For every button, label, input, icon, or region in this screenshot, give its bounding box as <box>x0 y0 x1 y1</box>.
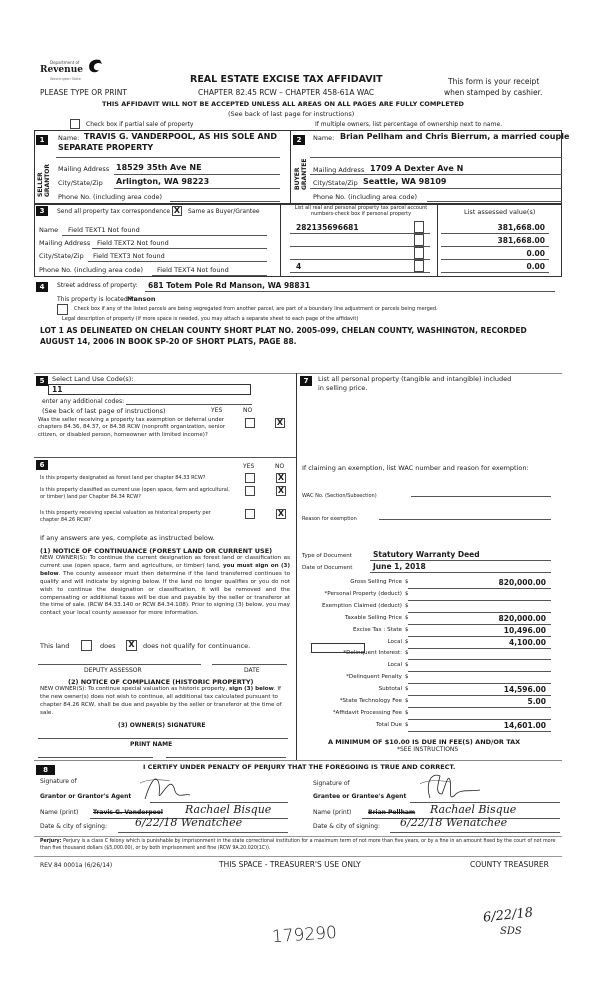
assessed-header: List assessed value(s) <box>464 208 536 216</box>
notice-compliance-text-a: NEW OWNER(S): To continue special valuation as historic property, <box>40 686 228 692</box>
rule <box>34 836 562 837</box>
currency-symbol: $ <box>405 674 409 681</box>
rule <box>145 291 555 292</box>
divider <box>437 204 438 277</box>
legal-description-label: Legal description of property (if more space is needed, you may attach a separate sheet to each page of the affidavit) <box>62 316 359 322</box>
s3-phone-label: Phone No. (including area code) <box>39 266 144 274</box>
rule <box>310 188 562 189</box>
exemption-claim-label: If claiming an exemption, list WAC number and reason for exemption: <box>302 464 529 472</box>
logo-state-text: Washington State <box>50 77 81 81</box>
reason-label: Reason for exemption <box>302 516 357 522</box>
grantee-agent-label: Grantee or Grantee's Agent <box>313 793 407 800</box>
see-back-note: (See back of last page for instructions) <box>228 110 355 118</box>
doc-date-value[interactable]: June 1, 2018 <box>373 562 426 571</box>
seller-city-label: City/State/Zip <box>58 179 103 187</box>
assessed-value-1[interactable]: 381,668.00 <box>497 223 545 232</box>
fee-row-line <box>408 695 551 696</box>
parcel-number-1[interactable]: 282135696681 <box>296 223 359 232</box>
rule <box>62 235 267 236</box>
grantor-handwritten-date-city[interactable]: 6/22/18 Wenatchee <box>135 816 243 829</box>
personal-property-label: List all personal property (tangible and intangible) included in selling price. <box>318 375 512 392</box>
rule <box>290 233 430 234</box>
seller-mailing-label: Mailing Address <box>58 165 110 173</box>
segregated-label: Check box if any of the listed parcels are being segregated from another parcel, are part of a boundary line adjustment or parcels being merged. <box>74 306 438 312</box>
please-type: PLEASE TYPE OR PRINT <box>40 88 127 97</box>
divider <box>290 130 291 204</box>
doc-type-value[interactable]: Statutory Warranty Deed <box>373 550 480 559</box>
fee-row-label: Local <box>387 662 402 669</box>
notice-compliance-body <box>40 686 290 718</box>
parcel-header: List all real and personal property tax parcel account numbers-check box if personal property <box>294 205 428 217</box>
fee-row-line <box>408 671 551 672</box>
seller-mailing-value[interactable]: 18529 35th Ave NE <box>116 163 202 172</box>
handwritten-stamp-date: 6/22/18 <box>482 905 534 926</box>
same-as-buyer-checkbox[interactable]: X <box>173 206 181 215</box>
divider <box>280 204 281 277</box>
deputy-assessor-label: DEPUTY ASSESSOR <box>84 667 142 674</box>
personal-property-checkbox-4[interactable] <box>414 260 424 272</box>
additional-codes-label: enter any additional codes: <box>42 398 125 405</box>
if-yes-instruction: If any answers are yes, complete as instructed below. <box>40 534 215 542</box>
buyer-phone-field[interactable] <box>427 201 562 202</box>
rule <box>152 275 267 276</box>
s3-name-value[interactable]: Field TEXT1 Not found <box>68 226 140 234</box>
notice-continuance-bold: you must sign on (3) below <box>40 562 291 577</box>
handwritten-receipt-number: 179290 <box>271 922 338 948</box>
fee-row-line <box>408 719 551 720</box>
exemption-no-checkbox[interactable]: X <box>276 418 284 427</box>
chapter-ref: CHAPTER 82.45 RCW – CHAPTER 458-61A WAC <box>198 88 375 97</box>
assessed-value-3[interactable]: 0.00 <box>526 249 545 258</box>
grantee-signature[interactable] <box>420 770 530 802</box>
grantee-printed-name[interactable]: Brian Pellham <box>368 809 416 816</box>
forest-land-yes-checkbox[interactable] <box>245 473 255 483</box>
does-qualify-checkbox[interactable] <box>81 640 92 651</box>
handwritten-initials: SDS <box>500 926 522 937</box>
grantee-name-label: Name (print) <box>313 809 352 816</box>
rule <box>290 246 430 247</box>
rule <box>92 248 267 249</box>
owner-signature-line[interactable] <box>38 738 288 739</box>
fee-row-label: Exemption Claimed (deduct) <box>322 602 402 609</box>
reason-field[interactable] <box>379 519 551 520</box>
seller-name-label: Name: <box>58 134 80 142</box>
seller-city-value[interactable]: Arlington, WA 98223 <box>116 177 210 186</box>
currency-symbol: $ <box>405 709 409 716</box>
rule <box>441 272 549 273</box>
buyer-name-label: Name: <box>313 134 335 142</box>
perjury-label: Perjury: <box>40 839 62 844</box>
same-as-buyer-label: Same as Buyer/Grantee <box>188 208 260 215</box>
currency-symbol: $ <box>405 626 409 633</box>
grantor-date-city-label: Date & city of signing: <box>40 823 108 830</box>
fee-row-label: *Delinquent Penalty <box>346 674 402 681</box>
buyer-mailing-label: Mailing Address <box>313 166 365 174</box>
grantor-signature[interactable] <box>140 773 240 803</box>
rule <box>34 760 562 761</box>
forest-land-no-checkbox[interactable]: X <box>277 473 285 482</box>
fee-row-value[interactable]: 5.00 <box>527 697 546 706</box>
rule <box>114 188 280 189</box>
section-4-badge: 4 <box>36 282 48 292</box>
county-treasurer-label: COUNTY TREASURER <box>470 860 549 869</box>
rule <box>441 233 549 234</box>
s3-mailing-label: Mailing Address <box>39 239 91 247</box>
assessor-date-line[interactable] <box>212 664 287 665</box>
fee-row-line <box>408 659 551 660</box>
partial-sale-label: Check box if partial sale of property <box>86 121 194 128</box>
fee-row-label: *Affidavit Processing Fee <box>332 709 402 716</box>
notice-continuance-body <box>40 555 290 618</box>
historic-question: Is this property receiving special valuation as historical property per chapter 84.26 RCW? <box>40 510 211 523</box>
grantor-name-label: Name (print) <box>40 809 79 816</box>
does-not-qualify-checkbox[interactable]: X <box>126 640 137 651</box>
perjury-text: Perjury is a class C felony which is punishable by imprisonment in the state correctional institution for a maximum term of not more than five years, or by a fine in an amount fixed by the court of not more than five thousand dollars ($5,000.00), or by both imprisonment and fine (RCW 9A.20.020(1C)). <box>40 839 556 851</box>
notice-continuance-text-a: NEW OWNER(S): To continue the current designation as forest land or classification as current use (open space, farm and agriculture, or timber) land, <box>40 555 290 569</box>
currency-symbol: $ <box>405 686 409 693</box>
buyer-city-label: City/State/Zip <box>313 179 358 187</box>
partial-sale-checkbox[interactable] <box>70 119 80 129</box>
notice-compliance-bold: sign (3) below <box>228 686 274 692</box>
rule <box>34 373 562 374</box>
rule <box>390 832 560 833</box>
local-tax-code-box[interactable] <box>311 643 365 653</box>
grantor-label: GRANTOR <box>44 163 51 197</box>
buyer-city-value[interactable]: Seattle, WA 98109 <box>363 177 447 186</box>
send-correspondence-label: Send all property tax correspondence <box>57 208 171 215</box>
warning-banner: THIS AFFIDAVIT WILL NOT BE ACCEPTED UNLESS ALL AREAS ON ALL PAGES ARE FULLY COMPLETED <box>102 100 464 108</box>
land-use-code-field[interactable] <box>48 384 251 395</box>
receipt-note-2: when stamped by cashier. <box>444 88 543 97</box>
fee-row-line <box>408 588 551 589</box>
land-use-label: Select Land Use Code(s): <box>52 375 134 383</box>
fee-row-value[interactable]: 14,596.00 <box>503 685 546 695</box>
fee-row-label: Gross Selling Price <box>350 579 402 585</box>
legal-description-line2[interactable]: AUGUST 14, 2006 IN BOOK SP-20 OF SHORT PLATS, PAGE 88. <box>40 337 297 346</box>
wac-field[interactable] <box>411 496 551 497</box>
current-use-yes-checkbox[interactable] <box>245 486 255 496</box>
form-title: REAL ESTATE EXCISE TAX AFFIDAVIT <box>190 74 383 85</box>
additional-codes-field[interactable] <box>126 404 252 405</box>
fee-row-label: Excise Tax : State <box>353 626 402 633</box>
buyer-name-value[interactable]: Brian Pellham and Chris Bierrum, a married couple <box>340 132 570 141</box>
section-8-badge: 8 <box>36 765 55 775</box>
personal-property-checkbox-1[interactable] <box>414 221 424 233</box>
fee-row-label: *Delinquent Interest: <box>343 650 402 657</box>
rule <box>88 261 267 262</box>
fee-row-line <box>408 600 551 601</box>
fee-row-label: Total Due <box>375 721 402 728</box>
personal-property-checkbox-2[interactable] <box>414 234 424 246</box>
exemption-yes-checkbox[interactable] <box>245 418 255 428</box>
does-label: does <box>100 642 116 650</box>
section-1-badge: 1 <box>36 135 48 145</box>
s6-no-header: NO <box>275 463 285 470</box>
fee-row-value[interactable]: 820,000.00 <box>498 613 546 623</box>
deputy-assessor-signature-line[interactable] <box>38 664 201 665</box>
seller-name-line1[interactable]: TRAVIS G. VANDERPOOL, AS HIS SOLE AND <box>84 132 277 141</box>
fee-row-line <box>408 624 551 625</box>
notice-compliance-title: (2) NOTICE OF COMPLIANCE (HISTORIC PROPERTY) <box>68 678 254 686</box>
rule <box>441 246 549 247</box>
currency-symbol: $ <box>405 614 409 621</box>
rule <box>34 856 562 857</box>
notice-continuance-title: (1) NOTICE OF CONTINUANCE (FOREST LAND OR CURRENT USE) <box>40 547 273 555</box>
print-name-line-1[interactable] <box>38 757 153 758</box>
certify-statement: I CERTIFY UNDER PENALTY OF PERJURY THAT THE FOREGOING IS TRUE AND CORRECT. <box>143 763 456 771</box>
currency-symbol: $ <box>405 698 409 704</box>
revenue-logo <box>40 55 110 85</box>
land-use-code-value: 11 <box>52 385 63 394</box>
rule <box>310 157 562 158</box>
currency-symbol: $ <box>405 721 409 728</box>
fee-row-line <box>408 707 551 708</box>
buyer-phone-label: Phone No. (including area code) <box>313 193 418 201</box>
doc-type-label: Type of Document <box>302 553 352 559</box>
currency-symbol: $ <box>405 638 409 645</box>
print-name-label: PRINT NAME <box>130 741 173 748</box>
this-land-label: This land <box>40 642 70 650</box>
currency-symbol: $ <box>405 650 409 657</box>
doc-date-label: Date of Document <box>302 565 353 571</box>
fee-row-line <box>408 648 551 649</box>
seller-name-line2[interactable]: SEPARATE PROPERTY <box>58 143 154 152</box>
s3-city-value[interactable]: Field TEXT3 Not found <box>93 252 165 260</box>
fee-row-line <box>408 612 551 613</box>
see-instructions-note: *SEE INSTRUCTIONS <box>397 746 459 753</box>
parcel-number-4[interactable]: 4 <box>296 262 302 271</box>
logo-dept-text: Department of <box>50 60 80 65</box>
rule <box>290 272 430 273</box>
street-address-value[interactable]: 681 Totem Pole Rd Manson, WA 98831 <box>148 281 311 290</box>
perjury-notice <box>40 839 560 852</box>
legal-description-line1[interactable]: LOT 1 AS DELINEATED ON CHELAN COUNTY SHORT PLAT NO. 2005-099, CHELAN COUNTY, WASHINGTON, RECORDED <box>40 326 527 335</box>
s3-phone-value[interactable]: Field TEXT4 Not found <box>157 266 229 274</box>
assessed-value-4[interactable]: 0.00 <box>526 262 545 271</box>
rule <box>114 174 280 175</box>
historic-no-checkbox[interactable]: X <box>277 509 285 518</box>
rule <box>370 560 551 561</box>
grantee-date-city-label: Date & city of signing: <box>313 823 381 830</box>
currency-symbol: $ <box>405 579 409 585</box>
personal-property-checkbox-3[interactable] <box>414 247 424 259</box>
assessed-value-2[interactable]: 381,668.00 <box>497 236 545 245</box>
section-6-badge: 6 <box>36 460 48 470</box>
current-use-no-checkbox[interactable]: X <box>277 486 285 495</box>
rule <box>441 259 549 260</box>
rule <box>56 157 280 158</box>
fee-row-value[interactable]: 820,000.00 <box>498 578 546 587</box>
grantor-printed-name[interactable]: Travis G. Vanderpool <box>93 809 163 816</box>
currency-symbol: $ <box>405 662 409 669</box>
grantor-agent-label: Grantor or Grantor's Agent <box>40 793 132 800</box>
located-in-label: This property is located in <box>57 296 136 303</box>
street-address-label: Street address of property: <box>57 282 138 289</box>
rule <box>370 572 551 573</box>
section-3-badge: 3 <box>36 206 48 216</box>
grantee-handwritten-date-city[interactable]: 6/22/18 Wenatchee <box>400 816 508 829</box>
fee-row-line <box>408 636 551 637</box>
grantor-handwritten-name[interactable]: Rachael Bisque <box>185 803 272 816</box>
does-not-label: does not qualify for continuance. <box>143 642 251 650</box>
see-back-instructions: (See back of last page of instructions) <box>42 407 166 415</box>
rule <box>290 259 430 260</box>
fee-row-label: *Personal Property (deduct) <box>324 590 402 597</box>
buyer-mailing-value[interactable]: 1709 A Dexter Ave N <box>370 164 464 173</box>
date-label: DATE <box>244 667 260 674</box>
fee-row-value[interactable]: 10,496.00 <box>503 625 546 635</box>
minimum-due-notice: A MINIMUM OF $10.00 IS DUE IN FEE(S) AND/OR TAX <box>328 738 521 746</box>
currency-symbol: $ <box>405 590 409 597</box>
fee-row-label: *State Technology Fee <box>339 698 402 704</box>
notice-compliance-text-b: . If the new owner(s) does not wish to continue, all additional tax calculated pursuant to chapter 84.26 RCW, shall be due and payable by the seller or transferor at the time of sale. <box>40 686 282 716</box>
fee-row-label: Local <box>387 638 402 645</box>
fee-row-line <box>408 683 551 684</box>
grantee-signature-label: Signature of <box>313 780 350 787</box>
owner-signature-label: (3) OWNER(S) SIGNATURE <box>118 722 206 729</box>
rule <box>118 832 288 833</box>
multiple-owners-note: If multiple owners, list percentage of ownership next to name. <box>315 121 503 128</box>
print-name-line-2[interactable] <box>166 757 286 758</box>
rule <box>34 457 296 458</box>
seller-phone-label: Phone No. (including area code) <box>58 193 163 201</box>
seller-phone-field[interactable] <box>170 201 280 202</box>
logo-swirl-icon <box>86 58 104 74</box>
yes-header: YES <box>211 407 223 414</box>
receipt-note-1: This form is your receipt <box>448 77 540 86</box>
wac-label: WAC No. (Section/Subsection) <box>302 493 377 499</box>
s3-city-label: City/State/Zip <box>39 252 84 260</box>
grantee-handwritten-name[interactable]: Rachael Bisque <box>430 803 517 816</box>
forest-land-question: Is this property designated as forest land per chapter 84.33 RCW? <box>40 475 206 481</box>
segregated-checkbox[interactable] <box>57 304 68 315</box>
historic-yes-checkbox[interactable] <box>245 509 255 519</box>
fee-row-line <box>408 731 551 732</box>
s6-yes-header: YES <box>243 463 255 470</box>
column-divider <box>296 373 297 760</box>
fee-row-label: Taxable Selling Price <box>344 614 402 621</box>
section-7-badge: 7 <box>300 376 312 386</box>
rule <box>310 174 562 175</box>
currency-symbol: $ <box>405 602 409 609</box>
logo-revenue-text: Revenue <box>40 65 83 75</box>
seller-label: SELLER <box>37 172 44 197</box>
s3-name-label: Name <box>39 226 59 234</box>
notice-continuance-text-b: . The county assessor must then determine if the land transferred continues to qualify and will indicate by signing below. If the land no longer qualifies or you do not wish to continue the designation or classification, it will be removed and the compensating or additional taxes will be due and payable by the seller or transferor at the time of sale. (RCW 84.33.140 or RCW 84.34.108). Prior to signing (3) below, you may contact your local county assessor for more information. <box>40 570 290 617</box>
treasurer-use-only: THIS SPACE - TREASURER'S USE ONLY <box>219 860 361 869</box>
no-header: NO <box>243 407 253 414</box>
exemption-question: Was the seller receiving a property tax exemption or deferral under chapters 84.36, 84.37, or 84.38 RCW (nonprofit organization, senior citizen, or disabled person, homeowner with limited income)? <box>38 417 226 438</box>
form-id: REV 84 0001a (6/26/14) <box>40 862 113 869</box>
located-in-value[interactable]: Manson <box>127 295 156 303</box>
grantee-label: GRANTEE <box>301 158 308 190</box>
fee-row-label: Subtotal <box>378 686 402 693</box>
fee-row-value[interactable]: 4,100.00 <box>508 637 546 647</box>
section-2-badge: 2 <box>293 135 305 145</box>
buyer-label: BUYER <box>294 167 301 190</box>
grantor-signature-label: Signature of <box>40 778 77 785</box>
current-use-question: Is this property classified as current use (open space, farm and agricultural, or timber) land per Chapter 84.34 RCW? <box>40 487 230 500</box>
s3-mailing-value[interactable]: Field TEXT2 Not found <box>97 239 169 247</box>
fee-row-value[interactable]: 14,601.00 <box>503 720 546 730</box>
section-5-badge: 5 <box>36 376 48 386</box>
